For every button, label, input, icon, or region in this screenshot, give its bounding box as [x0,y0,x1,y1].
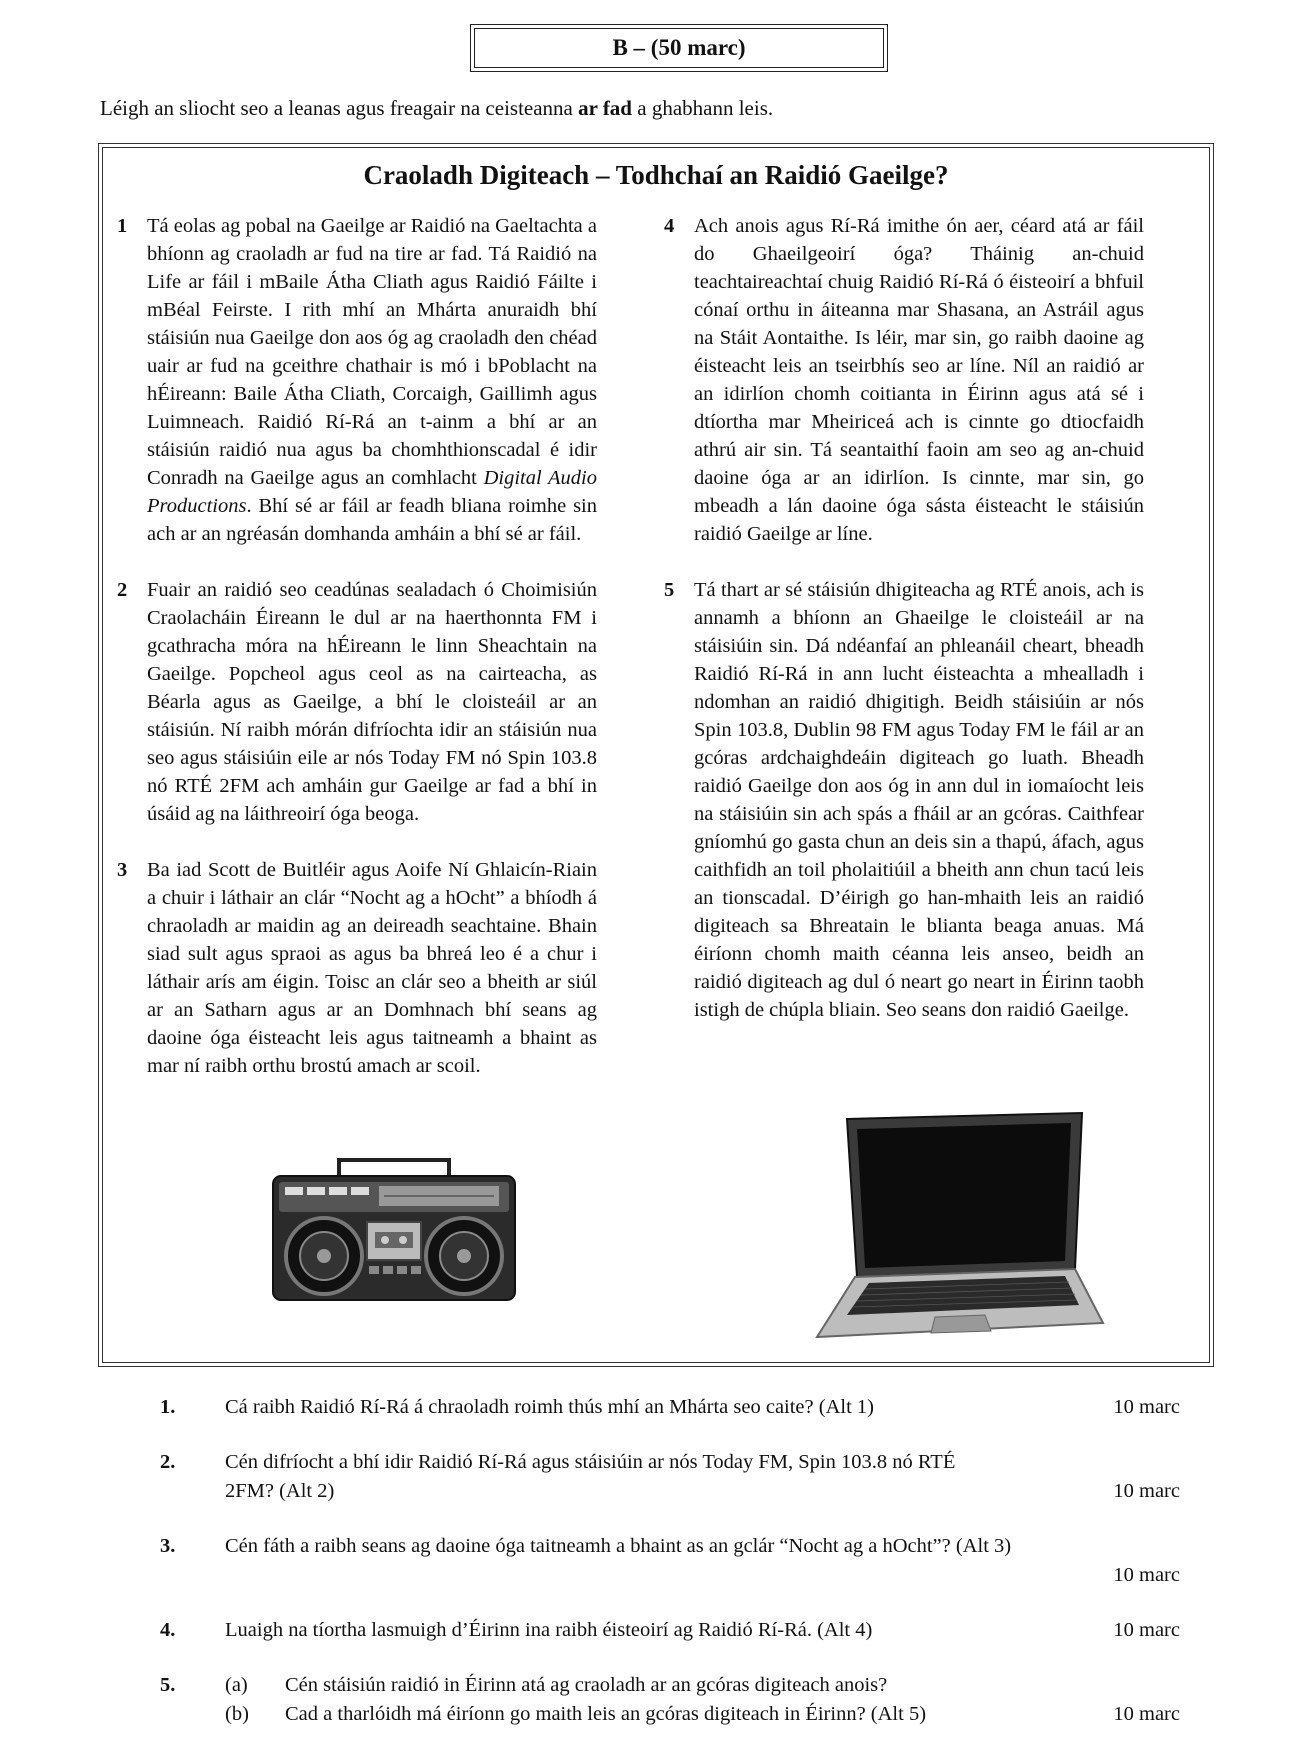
marks-label: 10 marc [1113,1396,1180,1418]
question-4: 4. Luaigh na tíortha lasmuigh d’Éirinn ina raibh éisteoirí ag Raidió Rí-Rá. (Alt 4) 10 marc [160,1616,1180,1645]
questions [160,1393,1180,1755]
paragraph-2 [117,576,597,828]
paragraph-5 [664,576,1144,1024]
question-1: 1. Cá raibh Raidió Rí-Rá á chraoladh roimh thús mhí an Mhárta seo caite? (Alt 1) 10 marc [160,1393,1180,1422]
paragraph-text: Tá eolas ag pobal na Gaeilge ar Raidió na Gaeltachta a bhíonn ag craoladh ar fud na tire ar fad. Tá Raidió na Life ar fáil i mBaile Átha Cliath agus Raidió Fáilte i mBéal Feirste. I rith mhí an Mhárta anuraidh bhí stáisiún nua Gaeilge don aos óg ag craoladh den chéad uair ar fud na gceithre chathair is mó i bPoblacht na hÉireann: Baile Átha Cliath, Corcaigh, Gaillimh agus Luimneach. Raidió Rí-Rá an t-ainm a bhí ar an stáisiún raidió nua agus ba chomhthionscadal é idir Conradh na Gaeilge agus an comhlacht Digital Audio Productions. Bhí sé ar fáil ar feadh bliana roimhe sin ach ar an ngréasán domhanda amháin a bhí sé ar fáil. [147,215,598,545]
question-5a: (a) Cén stáisiún raidió in Éirinn atá ag craoladh ar an gcóras digiteach anois? [225,1674,888,1696]
paragraph-text: Ach anois agus Rí-Rá imithe ón aer, céard atá ar fáil do Ghaeilgeoirí óga? Tháinig an-chuid teachtaireachtaí chuig Raidió Rí-Rá ó éisteoirí a bhfuil cónaí orthu in áiteanna mar Shasana, an Astráil agus na Stáit Aontaithe. Is léir, mar sin, go raibh daoine ag éisteacht leis an tseirbhís seo ar líne. Níl an raidió ar an idirlíon chomh coitianta in Éirinn agus atá sé i dtíortha mar Mheiriceá ach is cinnte go dtiocfaidh athrú air sin. Tá seantaithí faoin am seo ag an-chuid daoine óga ar an idirlíon. Is cinnte, mar sin, go mbeadh a lán daoine óga sásta éisteacht le stáisiún raidió Gaeilge ar líne. [694,215,1144,545]
paragraph-text: Fuair an raidió seo ceadúnas sealadach ó Choimisiún Craolacháin Éireann le dul ar na haerthonnta FM i gcathracha móra na hÉireann le linn Sheachtain na Gaeilge. Popcheol agus ceol as na cairteacha, as Béarla agus as Gaeilge, a bhí le cloisteáil ar an stáisiún. Ní raibh mórán difríochta idir an stáisiún nua seo agus stáisiúin eile ar nós Today FM nó Spin 103.8 nó RTÉ 2FM ach amháin gur Gaeilge ar fad a bhí in úsáid ag na láithreoirí óga beoga. [147,579,597,825]
paragraph-number: 5 [664,579,675,601]
paragraph-number: 3 [117,859,128,881]
marks-label: 10 marc [1113,1480,1180,1502]
marks-label: 10 marc [1113,1619,1180,1641]
paragraph-text: Ba iad Scott de Buitléir agus Aoife Ní Ghlaicín-Riain a chuir i láthair an clár “Nocht ag a hOcht” a bhíodh á chraoladh ar maidin ag an deireadh seachtaine. Bhain siad sult agus spraoi as agus ba bhreá leo é a chur i láthair arís am éigin. Toisc an clár seo a bheith ar siúl ar an Satharn agus ar an Domhnach bhí seans ag daoine óga éisteacht leis agus taitneamh a bhaint as mar ní raibh orthu brostú amach ar scoil. [147,859,597,1077]
question-5: 5. (a) Cén stáisiún raidió in Éirinn atá ag craoladh ar an gcóras digiteach anois? (b) Cad a tharlóidh má éiríonn go maith leis an gcóras digiteach in Éirinn? (Alt 5) 10 marc [160,1671,1180,1729]
passage-title: Craoladh Digiteach – Todhchaí an Raidió Gaeilge? [363,160,949,190]
paragraph-number: 1 [117,215,128,237]
question-5b: (b) Cad a tharlóidh má éiríonn go maith leis an gcóras digiteach in Éirinn? (Alt 5) [225,1703,927,1725]
passage-box [98,143,1214,1367]
laptop-image [807,1109,1107,1344]
section-header [470,24,888,72]
question-3: 3. Cén fáth a raibh seans ag daoine óga taitneamh a bhaint as an gclár “Nocht ag a hOcht”? (Alt 3) 10 marc [160,1532,1180,1590]
paragraph-4 [664,212,1144,548]
section-title: B – (50 marc) [612,35,746,60]
paragraph-1 [117,212,597,548]
paragraph-number: 2 [117,579,128,601]
question-2: 2. Cén difríocht a bhí idir Raidió Rí-Rá agus stáisiúin ar nós Today FM, Spin 103.8 nó RTÉ 2FM? (Alt 2) 10 marc [160,1448,1180,1506]
paragraph-number: 4 [664,215,675,237]
paragraph-text: Tá thart ar sé stáisiún dhigiteacha ag RTÉ anois, ach is annamh a bhíonn an Ghaeilge le cloisteáil ar na stáisiúin sin. Dá ndéanfaí an phleanáil cheart, bheadh Raidió Rí-Rá in ann lucht éisteachta a mhealladh i ndomhan an raidió dhigitigh. Beidh stáisiúin ar nós Spin 103.8, Dublin 98 FM agus Today FM le fáil ar an gcóras ardchaighdeáin digiteach go luath. Bheadh raidió Gaeilge don aos óg in ann dul in iomaíocht leis na stáisiúin sin ach spás a fháil ar an gcóras. Caithfear gníomhú go gasta chun an deis sin a thapú, áfach, agus caithfidh an toil pholaitiúil a bheith ann chun tacú leis an tionscadal. D’éirigh go han-mhaith leis an raidió digiteach sa Bhreatain le blianta beaga anuas. Má éiríonn chomh maith céanna leis anseo, beidh an raidió digiteach ag dul ó neart go neart in Éirinn taobh istigh de chúpla bliain. Seo seans don raidió Gaeilge. [694,579,1144,1021]
right-column [664,212,1144,1052]
boombox-radio-image [269,1154,519,1304]
marks-label: 10 marc [1113,1703,1180,1725]
paragraph-3 [117,856,597,1080]
instructions: Léigh an sliocht seo a leanas agus freagair na ceisteanna ar fad a ghabhann leis. [100,96,774,120]
left-column [117,212,597,1108]
marks-label: 10 marc [1113,1564,1180,1586]
